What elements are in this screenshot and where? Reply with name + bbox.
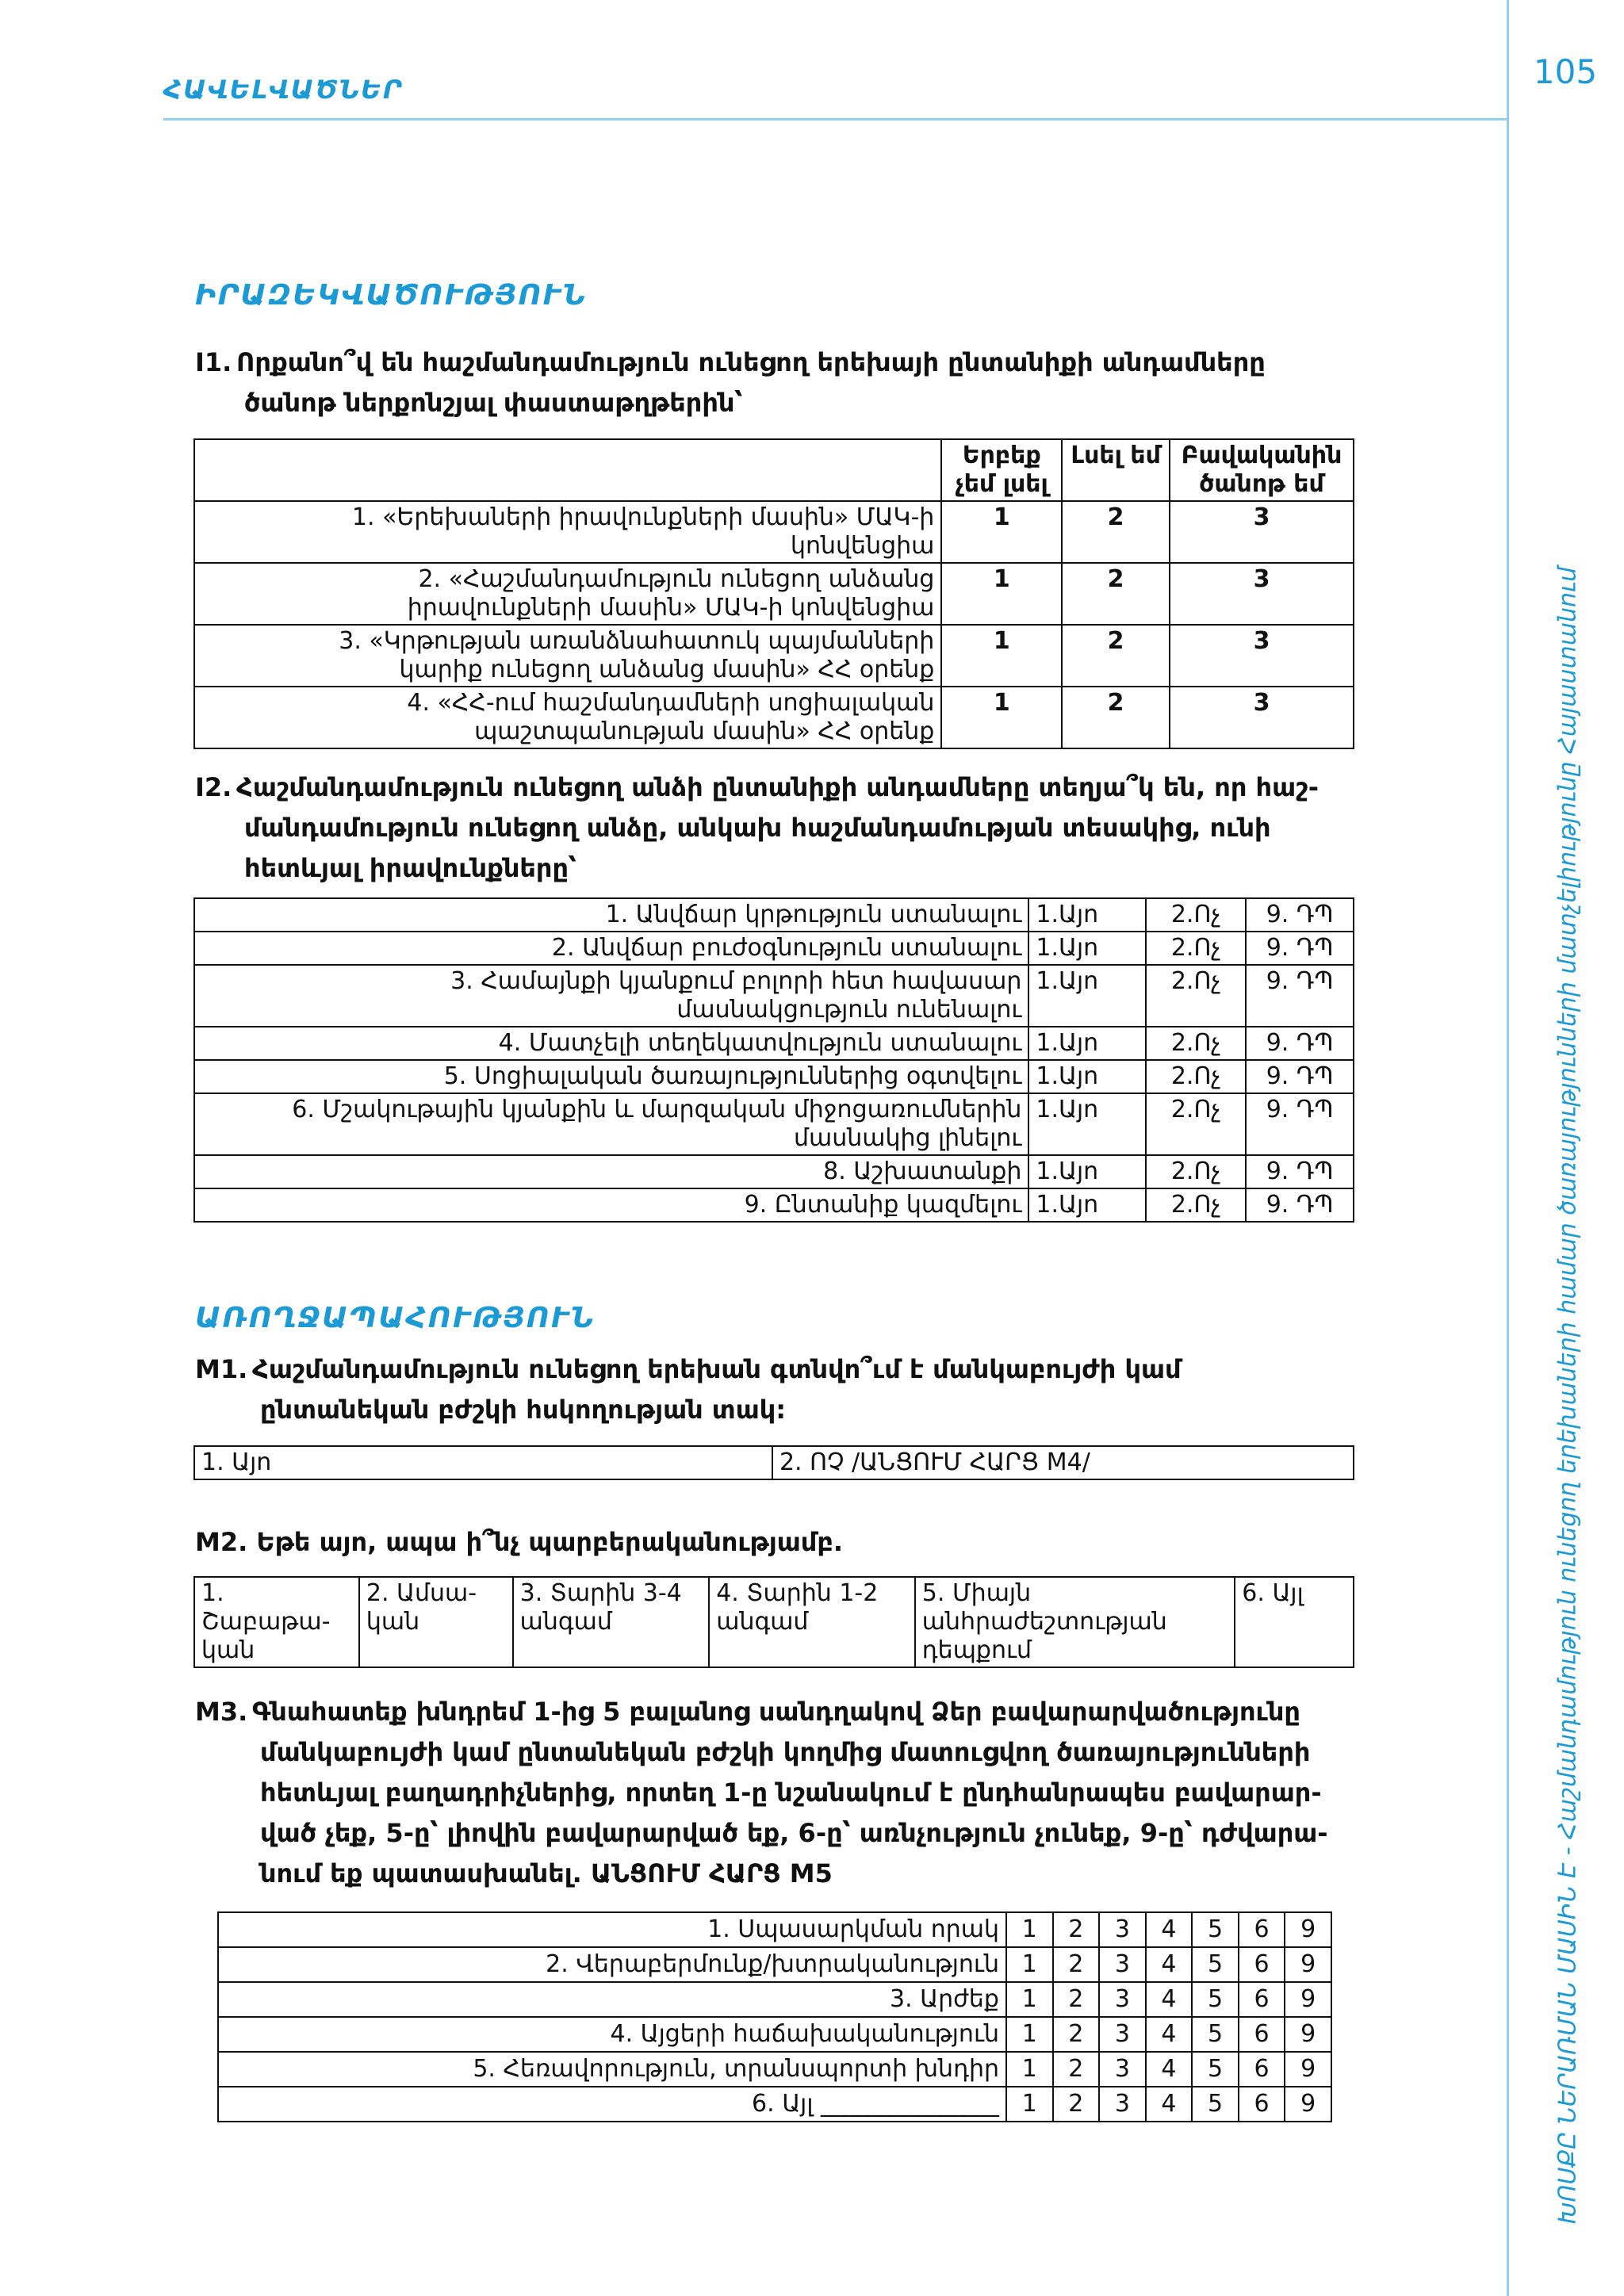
table-rights <box>193 897 1354 1223</box>
column-header: Բավականին ծանոթ եմ <box>1170 439 1354 501</box>
answer-no: 2.Ոչ <box>1146 965 1246 1027</box>
rating-cell: 9 <box>1285 2087 1331 2122</box>
row-label: 2. «Հաշմանդամություն ունեցող անձանց իրավունքների մասին» ՄԱԿ-ի կոնվենցիա <box>194 563 941 625</box>
frequency-option: 4. Տարին 1-2 անգամ <box>709 1577 915 1667</box>
question-text: Որքանո՞վ են հաշմանդամություն ունեցող երեխայի ընտանիքի անդամները ծանոթ ներքոնշյալ փաստաթղթերին՝ <box>236 347 1266 418</box>
frequency-option: 1. Շաբաթական <box>194 1577 359 1667</box>
table-documents <box>193 438 1354 749</box>
answer-code: 1 <box>941 563 1062 625</box>
frequency-option: 3. Տարին 3-4 անգամ <box>513 1577 710 1667</box>
row-label: 4. «ՀՀ-ում հաշմանդամների սոցիալական պաշտպանության մասին» ՀՀ օրենք <box>194 687 941 748</box>
table-row <box>194 563 1354 625</box>
table-row <box>218 1947 1331 1982</box>
question-text: Հաշմանդամություն ունեցող երեխան գտնվո՞ւմ է մանկաբույժի կամ ընտանեկան բժշկի հսկողության տակ: <box>252 1354 1182 1425</box>
answer-yes: 1.Այո <box>1028 1060 1146 1093</box>
answer-no: 2.Ոչ <box>1146 1188 1246 1222</box>
frequency-option: 5. Միայն անհրաժեշտության դեպքում <box>915 1577 1235 1667</box>
rating-cell: 4 <box>1146 2052 1193 2087</box>
answer-yes: 1.Այո <box>1028 1188 1146 1222</box>
row-label: 3. Արժեք <box>218 1982 1006 2017</box>
rating-cell: 2 <box>1053 2017 1100 2052</box>
rating-cell: 5 <box>1192 2087 1239 2122</box>
row-label: 1. «Երեխաների իրավունքների մասին» ՄԱԿ-ի կոնվենցիա <box>194 501 941 563</box>
table-row <box>194 1060 1354 1093</box>
rating-cell: 4 <box>1146 2017 1193 2052</box>
answer-no: 2.Ոչ <box>1146 932 1246 965</box>
row-label: 4. Մատչելի տեղեկատվություն ստանալու <box>194 1027 1028 1060</box>
answer-yes: 1.Այո <box>1028 1027 1146 1060</box>
answer-no: 2.Ոչ <box>1146 1093 1246 1155</box>
question-m2: M2. Եթե այո, ապա ի՞նչ պարբերականությամբ. <box>195 1527 844 1557</box>
table-row <box>194 1155 1354 1188</box>
table-row <box>218 1982 1331 2017</box>
rating-cell: 6 <box>1239 2087 1285 2122</box>
rating-cell: 2 <box>1053 1947 1100 1982</box>
answer-dont-know: 9. ԴՊ <box>1246 1093 1354 1155</box>
answer-no: 2.Ոչ <box>1146 1060 1246 1093</box>
rating-cell: 1 <box>1006 1912 1053 1947</box>
row-label: 2. Անվճար բուժօգնություն ստանալու <box>194 932 1028 965</box>
rating-cell: 4 <box>1146 1947 1193 1982</box>
option-yes: 1. Այո <box>194 1446 772 1479</box>
rating-cell: 3 <box>1099 1912 1146 1947</box>
header-rule <box>163 118 1507 121</box>
rating-cell: 1 <box>1006 2087 1053 2122</box>
rating-cell: 4 <box>1146 1982 1193 2017</box>
table-row <box>218 2052 1331 2087</box>
answer-code: 1 <box>941 687 1062 748</box>
row-label: 9. Ընտանիք կազմելու <box>194 1188 1028 1222</box>
answer-yes: 1.Այո <box>1028 898 1146 932</box>
table-row <box>194 898 1354 932</box>
row-label: 3. Համայնքի կյանքում բոլորի հետ հավասար մասնակցություն ունենալու <box>194 965 1028 1027</box>
answer-code: 1 <box>941 625 1062 687</box>
section-title-awareness: ԻՐԱԶԵԿՎԱԾՈՒԹՅՈՒՆ <box>195 279 588 312</box>
rating-cell: 5 <box>1192 2017 1239 2052</box>
table-row <box>218 2017 1331 2052</box>
row-label: 1. Սպասարկման որակ <box>218 1912 1006 1947</box>
answer-code: 2 <box>1062 687 1170 748</box>
answer-no: 2.Ոչ <box>1146 1155 1246 1188</box>
answer-yes: 1.Այո <box>1028 1093 1146 1155</box>
answer-dont-know: 9. ԴՊ <box>1246 1060 1354 1093</box>
rating-cell: 6 <box>1239 2052 1285 2087</box>
table-row <box>194 1446 1354 1479</box>
column-header: Երբեք չեմ լսել <box>941 439 1062 501</box>
row-label: 1. Անվճար կրթություն ստանալու <box>194 898 1028 932</box>
answer-yes: 1.Այո <box>1028 1155 1146 1188</box>
question-number: M1. <box>195 1354 248 1384</box>
answer-dont-know: 9. ԴՊ <box>1246 898 1354 932</box>
answer-code: 3 <box>1170 563 1354 625</box>
running-header: ՀԱՎԵԼՎԱԾՆԵՐ <box>163 75 404 105</box>
answer-code: 3 <box>1170 501 1354 563</box>
question-m3 <box>195 1692 1353 1898</box>
rating-cell: 9 <box>1285 1912 1331 1947</box>
table-row <box>218 2087 1331 2122</box>
option-no-skip: 2. ՈՉ /ԱՆՑՈՒՄ ՀԱՐՑ M4/ <box>772 1446 1354 1479</box>
rating-cell: 5 <box>1192 1982 1239 2017</box>
rating-cell: 1 <box>1006 2052 1053 2087</box>
table-row <box>218 1912 1331 1947</box>
table-row <box>194 965 1354 1027</box>
answer-code: 2 <box>1062 563 1170 625</box>
section-title-health: ԱՌՈՂՋԱՊԱՀՈՒԹՅՈՒՆ <box>195 1302 596 1334</box>
rating-cell: 3 <box>1099 1947 1146 1982</box>
table-header-row <box>194 439 1354 501</box>
rating-cell: 5 <box>1192 1947 1239 1982</box>
question-text: Հաշմանդամություն ունեցող անձի ընտանիքի անդամները տեղյա՞կ են, որ հաշմանդամություն ունեցող անձը, անկախ հաշմանդամության տեսակից, ունի հետևյալ իրավունքները՝ <box>236 772 1319 883</box>
rating-cell: 1 <box>1006 1982 1053 2017</box>
margin-rule <box>1507 0 1509 2296</box>
rating-cell: 2 <box>1053 2087 1100 2122</box>
table-row <box>194 1027 1354 1060</box>
table-row <box>194 1188 1354 1222</box>
rating-cell: 2 <box>1053 1982 1100 2017</box>
answer-code: 2 <box>1062 501 1170 563</box>
table-row <box>194 1093 1354 1155</box>
side-running-title <box>1524 566 1611 2225</box>
rating-cell: 3 <box>1099 2017 1146 2052</box>
table-row <box>194 625 1354 687</box>
rating-cell: 2 <box>1053 2052 1100 2087</box>
row-label: 5. Հեռավորություն, տրանսպորտի խնդիր <box>218 2052 1006 2087</box>
question-number: M3. <box>195 1697 248 1727</box>
header-empty-cell <box>194 439 941 501</box>
row-label: 6. Մշակութային կյանքին և մարզական միջոցառումներին մասնակից լինելու <box>194 1093 1028 1155</box>
row-label: 2. Վերաբերմունք/խտրականություն <box>218 1947 1006 1982</box>
answer-dont-know: 9. ԴՊ <box>1246 965 1354 1027</box>
rating-cell: 9 <box>1285 2052 1331 2087</box>
answer-dont-know: 9. ԴՊ <box>1246 932 1354 965</box>
rating-cell: 3 <box>1099 1982 1146 2017</box>
answer-dont-know: 9. ԴՊ <box>1246 1188 1354 1222</box>
answer-no: 2.Ոչ <box>1146 898 1246 932</box>
question-i1 <box>195 342 1353 430</box>
rating-cell: 2 <box>1053 1912 1100 1947</box>
rating-cell: 9 <box>1285 2017 1331 2052</box>
rating-cell: 3 <box>1099 2052 1146 2087</box>
row-label: 6. Այլ _______________ <box>218 2087 1006 2122</box>
page-number: 105 <box>1533 52 1598 91</box>
answer-code: 3 <box>1170 625 1354 687</box>
column-header: Լսել եմ <box>1062 439 1170 501</box>
answer-dont-know: 9. ԴՊ <box>1246 1027 1354 1060</box>
answer-code: 2 <box>1062 625 1170 687</box>
rating-cell: 3 <box>1099 2087 1146 2122</box>
side-running-title-text: ԽՈՍՔԸ ՆԵՐԱՌՄԱՆ ՄԱՍԻՆ Է - Հաշմանդամություն ունեցող երեխաների համար ծառայությունների մատչելիությունը Հայաստանում <box>1553 566 1582 2225</box>
table-m2-frequency <box>193 1576 1354 1668</box>
table-row <box>194 501 1354 563</box>
question-i2 <box>195 767 1353 894</box>
rating-cell: 5 <box>1192 1912 1239 1947</box>
table-row <box>194 687 1354 748</box>
rating-cell: 4 <box>1146 1912 1193 1947</box>
answer-code: 3 <box>1170 687 1354 748</box>
rating-cell: 6 <box>1239 1947 1285 1982</box>
rating-cell: 6 <box>1239 1982 1285 2017</box>
table-row <box>194 1577 1354 1667</box>
row-label: 5. Սոցիալական ծառայություններից օգտվելու <box>194 1060 1028 1093</box>
question-text: Գնահատեք խնդրեմ 1-ից 5 բալանոց սանդղակով Ձեր բավարարվածությունը մանկաբույժի կամ ընտանեկան բժշկի կողմից մատուցվող ծառայությունների հետևյալ բաղադրիչներից, որտեղ 1-ը նշանակում է ընդհանրապես բավարարված չեք, 5-ը՝ լիովին բավարարված եք, 6-ը՝ առնչություն չունեք, 9-ը՝ դժվարանում եք պատասխանել. ԱՆՑՈՒՄ ՀԱՐՑ M5 <box>252 1697 1328 1888</box>
rating-cell: 4 <box>1146 2087 1193 2122</box>
table-m1-options <box>193 1445 1354 1480</box>
table-m3-satisfaction <box>217 1911 1332 2122</box>
answer-no: 2.Ոչ <box>1146 1027 1246 1060</box>
frequency-option: 6. Այլ <box>1235 1577 1354 1667</box>
rating-cell: 1 <box>1006 2017 1053 2052</box>
answer-yes: 1.Այո <box>1028 965 1146 1027</box>
row-label: 8. Աշխատանքի <box>194 1155 1028 1188</box>
answer-yes: 1.Այո <box>1028 932 1146 965</box>
rating-cell: 9 <box>1285 1982 1331 2017</box>
table-row <box>194 932 1354 965</box>
frequency-option: 2. Ամսական <box>359 1577 513 1667</box>
question-number: I2. <box>195 772 232 802</box>
row-label: 4. Այցերի հաճախականություն <box>218 2017 1006 2052</box>
row-label: 3. «Կրթության առանձնահատուկ պայմանների կարիք ունեցող անձանց մասին» ՀՀ օրենք <box>194 625 941 687</box>
rating-cell: 9 <box>1285 1947 1331 1982</box>
rating-cell: 5 <box>1192 2052 1239 2087</box>
question-m1 <box>195 1349 1353 1437</box>
question-number: I1. <box>195 347 232 377</box>
answer-code: 1 <box>941 501 1062 563</box>
rating-cell: 1 <box>1006 1947 1053 1982</box>
rating-cell: 6 <box>1239 1912 1285 1947</box>
answer-dont-know: 9. ԴՊ <box>1246 1155 1354 1188</box>
rating-cell: 6 <box>1239 2017 1285 2052</box>
